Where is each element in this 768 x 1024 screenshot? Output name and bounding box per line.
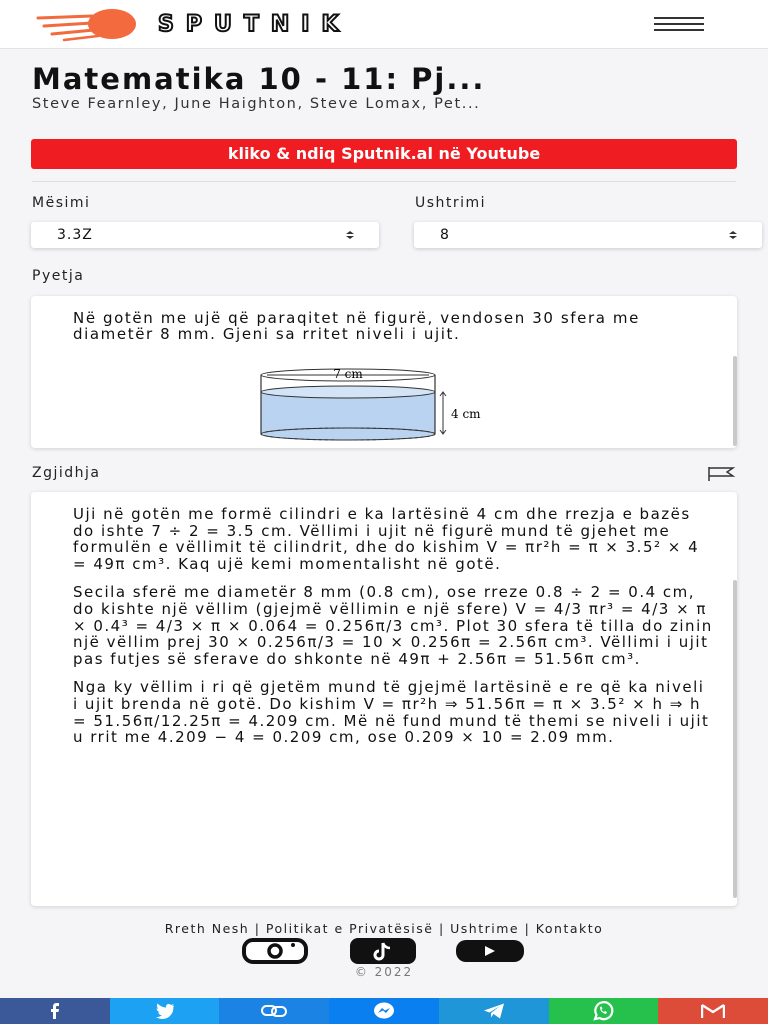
footer-link-exercises[interactable]: Ushtrime bbox=[450, 921, 520, 936]
page-title: Matematika 10 - 11: Pj... bbox=[32, 62, 486, 96]
select-arrows-icon bbox=[345, 230, 355, 240]
solution-paragraph: Uji në gotën me formë cilindri e ka lartësinë 4 cm dhe rrezja e bazës do ishte 7 ÷ 2 = 3.5 cm. Vëllimi i ujit në figurë mund të gjehet me formulën e vëllimit të cilindrit, dhe do kishim V = πr²h = π × 3.5² × 4 = 49π cm³. Kaq ujë kemi momentalisht në gotë. bbox=[73, 505, 700, 573]
footer-links bbox=[0, 921, 768, 936]
lesson-label: Mësimi bbox=[32, 195, 91, 211]
messenger-icon bbox=[373, 1002, 395, 1020]
footer-separator: | bbox=[254, 921, 261, 936]
exercise-select-value: 8 bbox=[440, 227, 450, 243]
book-authors: Steve Fearnley, June Haighton, Steve Lomax, Pet... bbox=[32, 96, 481, 112]
solution-card bbox=[31, 492, 737, 906]
share-facebook-button[interactable] bbox=[0, 998, 110, 1024]
sputnik-logo-icon[interactable] bbox=[34, 6, 138, 42]
glass-figure bbox=[253, 368, 553, 442]
select-arrows-icon bbox=[728, 230, 738, 240]
youtube-subscribe-button[interactable]: kliko & ndiq Sputnik.al në Youtube bbox=[31, 139, 737, 169]
facebook-icon bbox=[48, 1003, 62, 1019]
top-navbar bbox=[0, 0, 768, 49]
question-text: Në gotën me ujë që paraqitet në figurë, vendosen 30 sfera me diametër 8 mm. Gjeni sa rritet niveli i ujit. bbox=[73, 309, 640, 343]
exercise-select[interactable] bbox=[414, 222, 762, 248]
footer-link-contact[interactable]: Kontakto bbox=[535, 921, 604, 936]
share-twitter-button[interactable] bbox=[110, 998, 220, 1024]
whatsapp-icon bbox=[592, 1001, 614, 1021]
solution-paragraph: Nga ky vëllim i ri që gjetëm mund të gjejmë lartësinë e re që ka niveli i ujit brenda në gotë. Do kishim V = πr²h ⇒ 51.56π = π × 3.5² × h ⇒ h = 51.56π/12.25π = 4.209 cm. Më në fund mund të themi se niveli i ujit u rrit me 4.209 − 4 = 0.209 cm, ose 0.209 × 10 = 2.09 mm. bbox=[73, 678, 710, 747]
figure-height-label: 4 cm bbox=[451, 407, 481, 421]
telegram-icon bbox=[483, 1003, 505, 1019]
question-card bbox=[31, 296, 737, 448]
lesson-select-value: 3.3Z bbox=[57, 227, 93, 243]
share-bar bbox=[0, 998, 768, 1024]
brand-wordmark[interactable]: SPUTNIK bbox=[158, 12, 351, 37]
figure-diameter-label: 7 cm bbox=[333, 368, 363, 381]
footer-link-privacy[interactable]: Politikat e Privatësisë bbox=[265, 921, 434, 936]
gmail-icon bbox=[701, 1003, 725, 1019]
twitter-icon bbox=[155, 1003, 175, 1019]
footer-separator: | bbox=[524, 921, 531, 936]
tiktok-icon[interactable] bbox=[350, 938, 416, 964]
instagram-icon[interactable] bbox=[242, 938, 308, 964]
hamburger-menu-icon[interactable] bbox=[654, 15, 704, 33]
footer-separator: | bbox=[438, 921, 445, 936]
solution-scrollbar[interactable] bbox=[733, 580, 737, 898]
link-icon bbox=[261, 1004, 287, 1018]
lesson-select[interactable] bbox=[31, 222, 379, 248]
share-link-button[interactable] bbox=[219, 998, 329, 1024]
share-whatsapp-button[interactable] bbox=[549, 998, 659, 1024]
solution-label: Zgjidhja bbox=[32, 465, 101, 481]
question-scrollbar[interactable] bbox=[733, 356, 737, 446]
youtube-icon[interactable] bbox=[456, 938, 524, 964]
flag-icon[interactable] bbox=[706, 466, 736, 482]
question-label: Pyetja bbox=[32, 268, 85, 284]
solution-text bbox=[73, 506, 713, 758]
share-telegram-button[interactable] bbox=[439, 998, 549, 1024]
share-gmail-button[interactable] bbox=[658, 998, 768, 1024]
divider bbox=[32, 181, 736, 182]
copyright: © 2022 bbox=[354, 965, 414, 979]
share-messenger-button[interactable] bbox=[329, 998, 439, 1024]
footer-link-about[interactable]: Rreth Nesh bbox=[164, 921, 250, 936]
solution-paragraph: Secila sferë me diametër 8 mm (0.8 cm), ose rreze 0.8 ÷ 2 = 0.4 cm, do kishte një vëllim (gjejmë vëllimin e një sfere) V = 4/3 πr³ = 4/3 × π × 0.4³ = 4/3 × π × 0.064 = 0.256π/3 cm³. Plot 30 sfera të tilla do zinin një vëllim prej 30 × 0.256π/3 = 10 × 0.256π = 2.56π cm³. Vëllimi i ujit pas futjes së sferave do shkonte në 49π + 2.56π = 51.56π cm³. bbox=[73, 583, 713, 668]
exercise-label: Ushtrimi bbox=[415, 195, 487, 211]
